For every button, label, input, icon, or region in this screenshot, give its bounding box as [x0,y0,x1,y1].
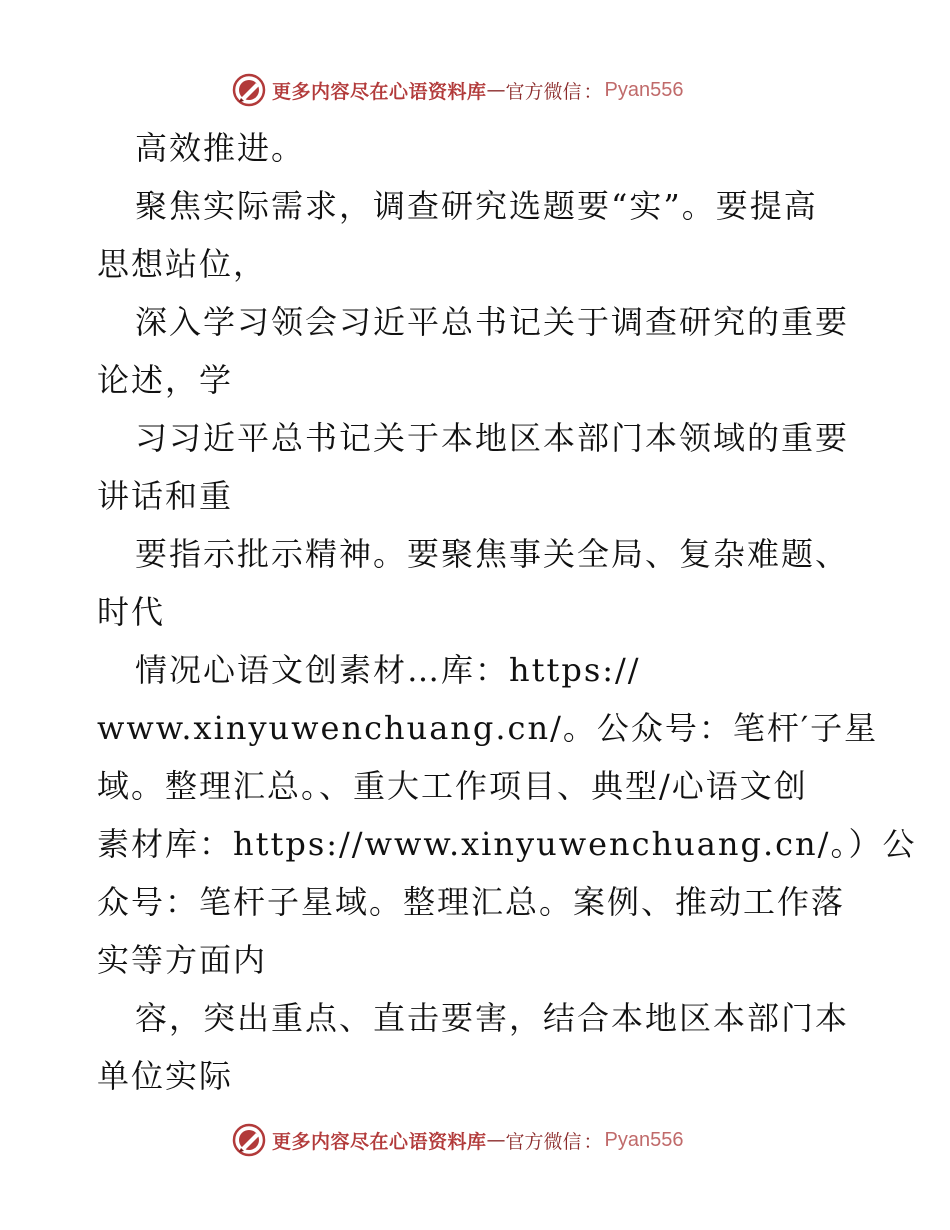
text-line: 论述，学 [97,361,234,399]
dash: — [486,79,506,101]
wechat-label: 官方微信 [505,1130,582,1153]
text-line: 习习近平总书记关于本地区本部门本领域的重要 [135,419,850,457]
brand-text: 更多内容尽在心语资料库 [272,80,487,103]
separator: ： [583,80,603,103]
text-line: 情况心语文创素材…库：https:// [135,651,641,689]
wechat-id: Pyan556 [604,1128,684,1151]
text-line: 实等方面内 [97,941,268,979]
text-line: 域。整理汇总。、重大工作项目、典型/心语文创 [97,767,808,805]
text-line: 讲话和重 [97,477,234,515]
brand-text: 更多内容尽在心语资料库 [272,1130,487,1153]
separator: ： [583,1130,603,1153]
pen-logo-icon [232,73,266,107]
text-line: www.xinyuwenchuang.cn/。公众号：笔杆′子星 [97,709,879,747]
text-line: 时代 [97,593,166,631]
text-line: 单位实际 [97,1057,234,1095]
text-line: 众号：笔杆子星域。整理汇总。案例、推动工作落 [97,883,846,921]
header-banner [232,72,684,108]
text-line: 容，突出重点、直击要害，结合本地区本部门本 [135,999,850,1037]
text-line: 要指示批示精神。要聚焦事关全局、复杂难题、 [135,535,850,573]
text-line: 素材库：https://www.xinyuwenchuang.cn/。）公 [97,825,917,863]
text-line: 思想站位， [97,245,268,283]
text-line: 高效推进。 [135,129,306,167]
dash: — [486,1129,506,1151]
footer-banner [232,1122,684,1158]
wechat-id: Pyan556 [604,78,684,101]
text-line: 聚焦实际需求，调查研究选题要“实”。要提高 [135,187,818,225]
pen-logo-icon [232,1123,266,1157]
wechat-label: 官方微信 [505,80,582,103]
text-line: 深入学习领会习近平总书记关于调查研究的重要 [135,303,850,341]
